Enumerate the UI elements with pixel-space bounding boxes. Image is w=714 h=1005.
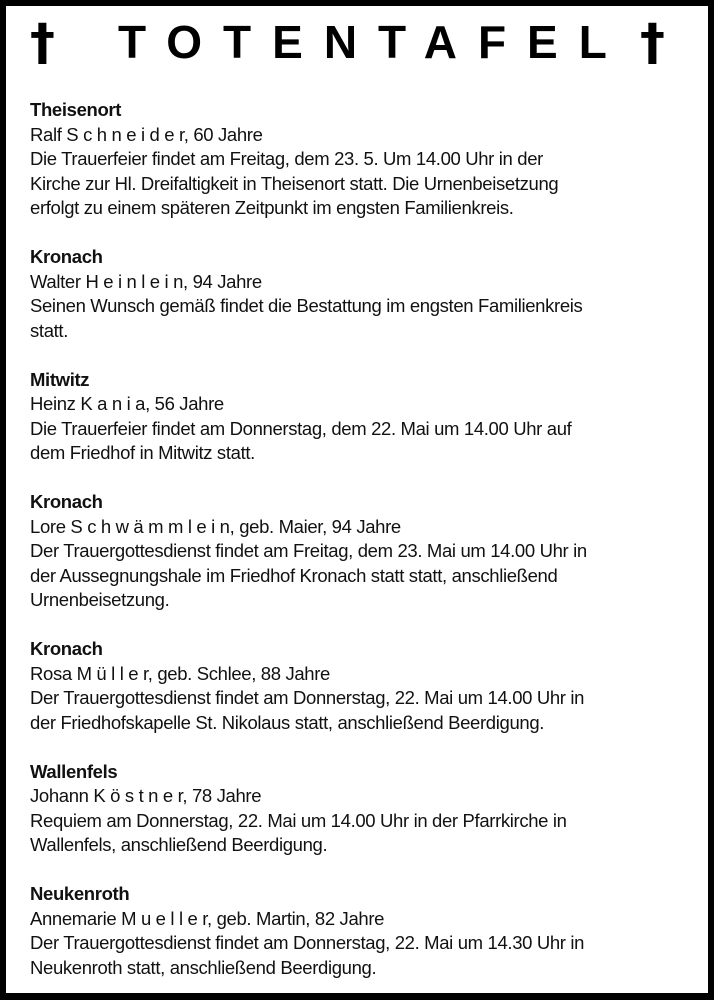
cross-icon-right: † <box>640 13 665 71</box>
entry-name: Ralf S c h n e i d e r, 60 Jahre <box>30 123 263 145</box>
page-title: TOTENTAFEL <box>118 16 628 68</box>
entry-name: Walter H e i n l e i n, 94 Jahre <box>30 270 262 292</box>
cross-icon-left: † <box>30 13 55 71</box>
obituary-entry <box>30 882 587 980</box>
entry-name: Johann K ö s t n e r, 78 Jahre <box>30 785 262 806</box>
entry-text-line: Wallenfels, anschließend Beerdigung. <box>30 834 328 855</box>
entry-text-line: Der Trauergottesdienst findet am Freitag, dem 23. Mai um 14.00 Uhr in <box>30 540 587 561</box>
entry-place: Kronach <box>30 246 103 267</box>
entry-text-line: Requiem am Donnerstag, 22. Mai um 14.00 Uhr in der Pfarrkirche in <box>30 809 567 831</box>
entry-name: Rosa M ü l l e r, geb. Schlee, 88 Jahre <box>30 662 330 684</box>
entry-name: Annemarie M u e l l e r, geb. Martin, 82 Jahre <box>30 907 385 929</box>
entry-text-line: Der Trauergottesdienst findet am Donnerstag, 22. Mai um 14.30 Uhr in <box>30 932 585 953</box>
obituary-entry <box>30 368 587 466</box>
entry-text-line: erfolgt zu einem späteren Zeitpunkt im engsten Familienkreis. <box>30 197 514 218</box>
entry-place: Wallenfels <box>30 760 118 782</box>
obituary-entry <box>30 490 587 613</box>
entry-text-line: Urnenbeisetzung. <box>30 589 170 610</box>
entry-text-line: Neukenroth statt, anschließend Beerdigung. <box>30 956 377 978</box>
entry-text-line: Seinen Wunsch gemäß findet die Bestattung im engsten Familienkreis <box>30 295 583 316</box>
entry-place: Kronach <box>30 638 103 659</box>
obituary-entry <box>30 245 587 343</box>
entry-text-line: statt. <box>30 319 68 341</box>
entry-text-line: der Aussegnungshale im Friedhof Kronach statt statt, anschließend <box>30 564 558 586</box>
obituary-list <box>30 98 587 1005</box>
entry-place: Kronach <box>30 491 103 512</box>
obituary-entry <box>30 760 587 858</box>
entry-place: Theisenort <box>30 99 122 120</box>
obituary-entry <box>30 98 587 221</box>
entry-place: Neukenroth <box>30 883 130 904</box>
entry-text-line: der Friedhofskapelle St. Nikolaus statt, anschließend Beerdigung. <box>30 711 545 733</box>
entry-name: Lore S c h w ä m m l e i n, geb. Maier, 94 Jahre <box>30 515 401 537</box>
entry-text-line: Die Trauerfeier findet am Freitag, dem 23. 5. Um 14.00 Uhr in der <box>30 148 543 169</box>
entry-text-line: Die Trauerfeier findet am Donnerstag, dem 22. Mai um 14.00 Uhr auf <box>30 417 572 439</box>
obituary-entry <box>30 637 587 735</box>
entry-text-line: Kirche zur Hl. Dreifaltigkeit in Theisenort statt. Die Urnenbeisetzung <box>30 172 559 194</box>
entry-name: Heinz K a n i a, 56 Jahre <box>30 393 224 414</box>
entry-text-line: dem Friedhof in Mitwitz statt. <box>30 442 255 463</box>
entry-place: Mitwitz <box>30 368 90 390</box>
entry-text-line: Der Trauergottesdienst findet am Donnerstag, 22. Mai um 14.00 Uhr in <box>30 687 585 708</box>
